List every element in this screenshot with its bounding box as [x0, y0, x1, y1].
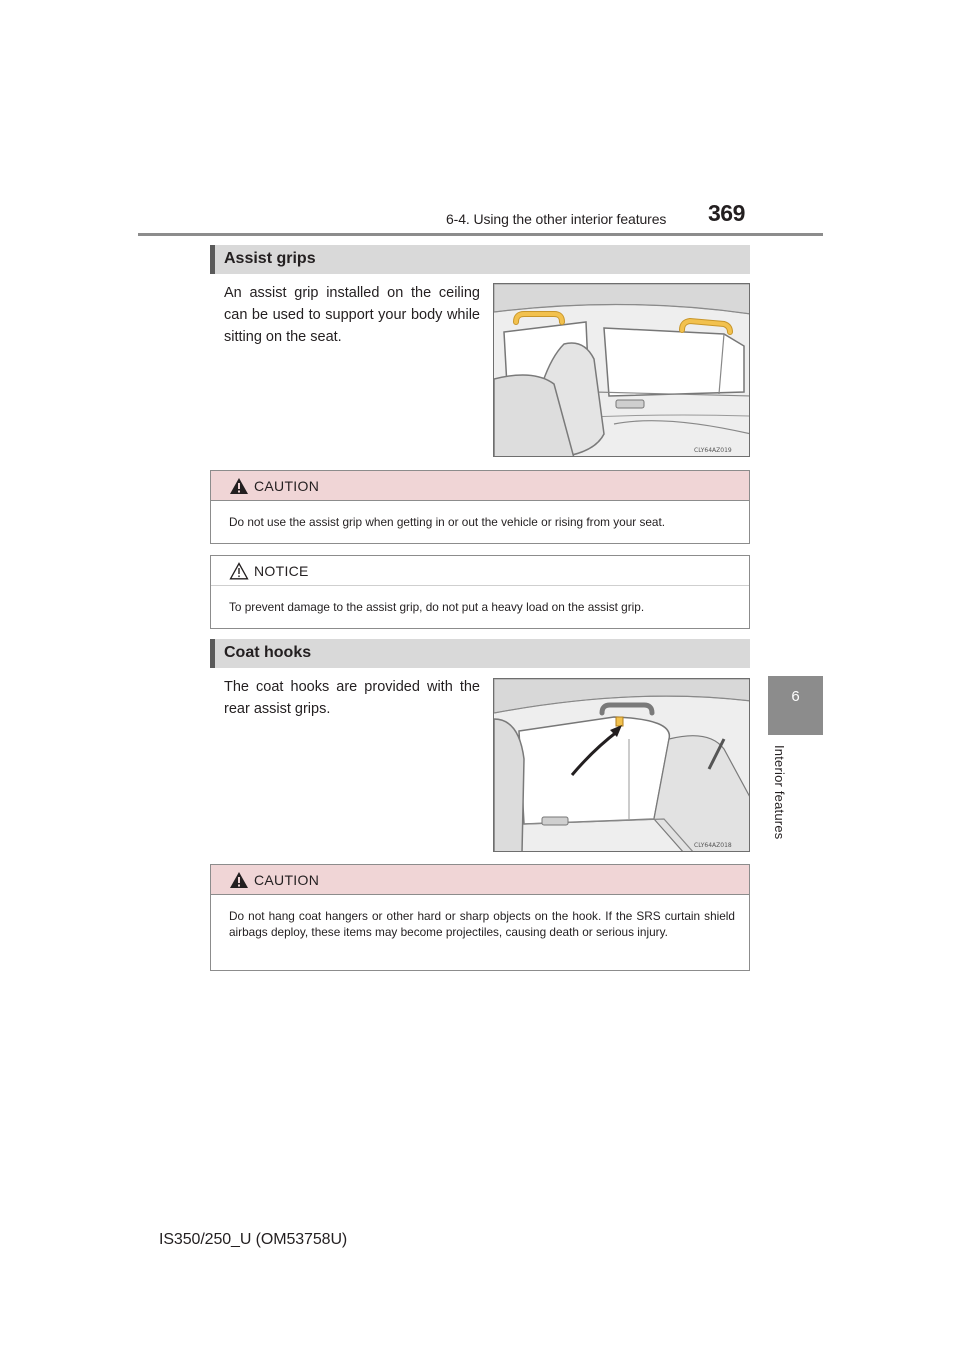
caution-box-1: [210, 470, 750, 544]
section-title: Assist grips: [224, 250, 316, 267]
caution-text: Do not hang coat hangers or other hard or sharp objects on the hook. If the SRS curtain shield airbags deploy, these items may become projectiles, causing death or serious injury.: [229, 909, 735, 939]
caution-label: CAUTION: [254, 478, 320, 494]
chapter-tab: [768, 676, 823, 735]
coat-hooks-description: The coat hooks are provided with the rear assist grips.: [224, 679, 480, 717]
notice-box-1: [210, 555, 750, 629]
caution-header: [211, 471, 749, 501]
notice-text: To prevent damage to the assist grip, do not put a heavy load on the assist grip.: [229, 600, 645, 614]
warning-triangle-icon: [229, 477, 249, 495]
section-title: Coat hooks: [224, 644, 312, 661]
model-code-footer: IS350/250_U (OM53758U): [159, 1231, 348, 1248]
image-code: CLY64AZ018: [694, 842, 732, 849]
notice-header: [211, 556, 749, 586]
chapter-label-text: Interior features: [772, 745, 787, 840]
header-rule: [138, 233, 823, 236]
image-code: CLY64AZ019: [694, 447, 732, 454]
chapter-label: [770, 745, 790, 855]
caution-header: [211, 865, 749, 895]
running-header-section: 6-4. Using the other interior features: [446, 211, 667, 227]
warning-triangle-icon: [229, 871, 249, 889]
caution-label: CAUTION: [254, 872, 320, 888]
page-number: 369: [708, 200, 745, 226]
caution-box-2: [210, 864, 750, 971]
coat-hooks-illustration: [493, 678, 750, 852]
assist-grips-description: An assist grip installed on the ceiling can be used to support your body while sitting on the seat.: [224, 285, 480, 345]
section-heading-assist-grips: [210, 245, 750, 274]
notice-label: NOTICE: [254, 563, 309, 579]
section-heading-coat-hooks: [210, 639, 750, 668]
assist-grips-illustration: [493, 283, 750, 457]
warning-outline-triangle-icon: [229, 562, 249, 580]
chapter-number: 6: [791, 688, 800, 705]
caution-text: Do not use the assist grip when getting in or out the vehicle or rising from your seat.: [229, 515, 666, 529]
